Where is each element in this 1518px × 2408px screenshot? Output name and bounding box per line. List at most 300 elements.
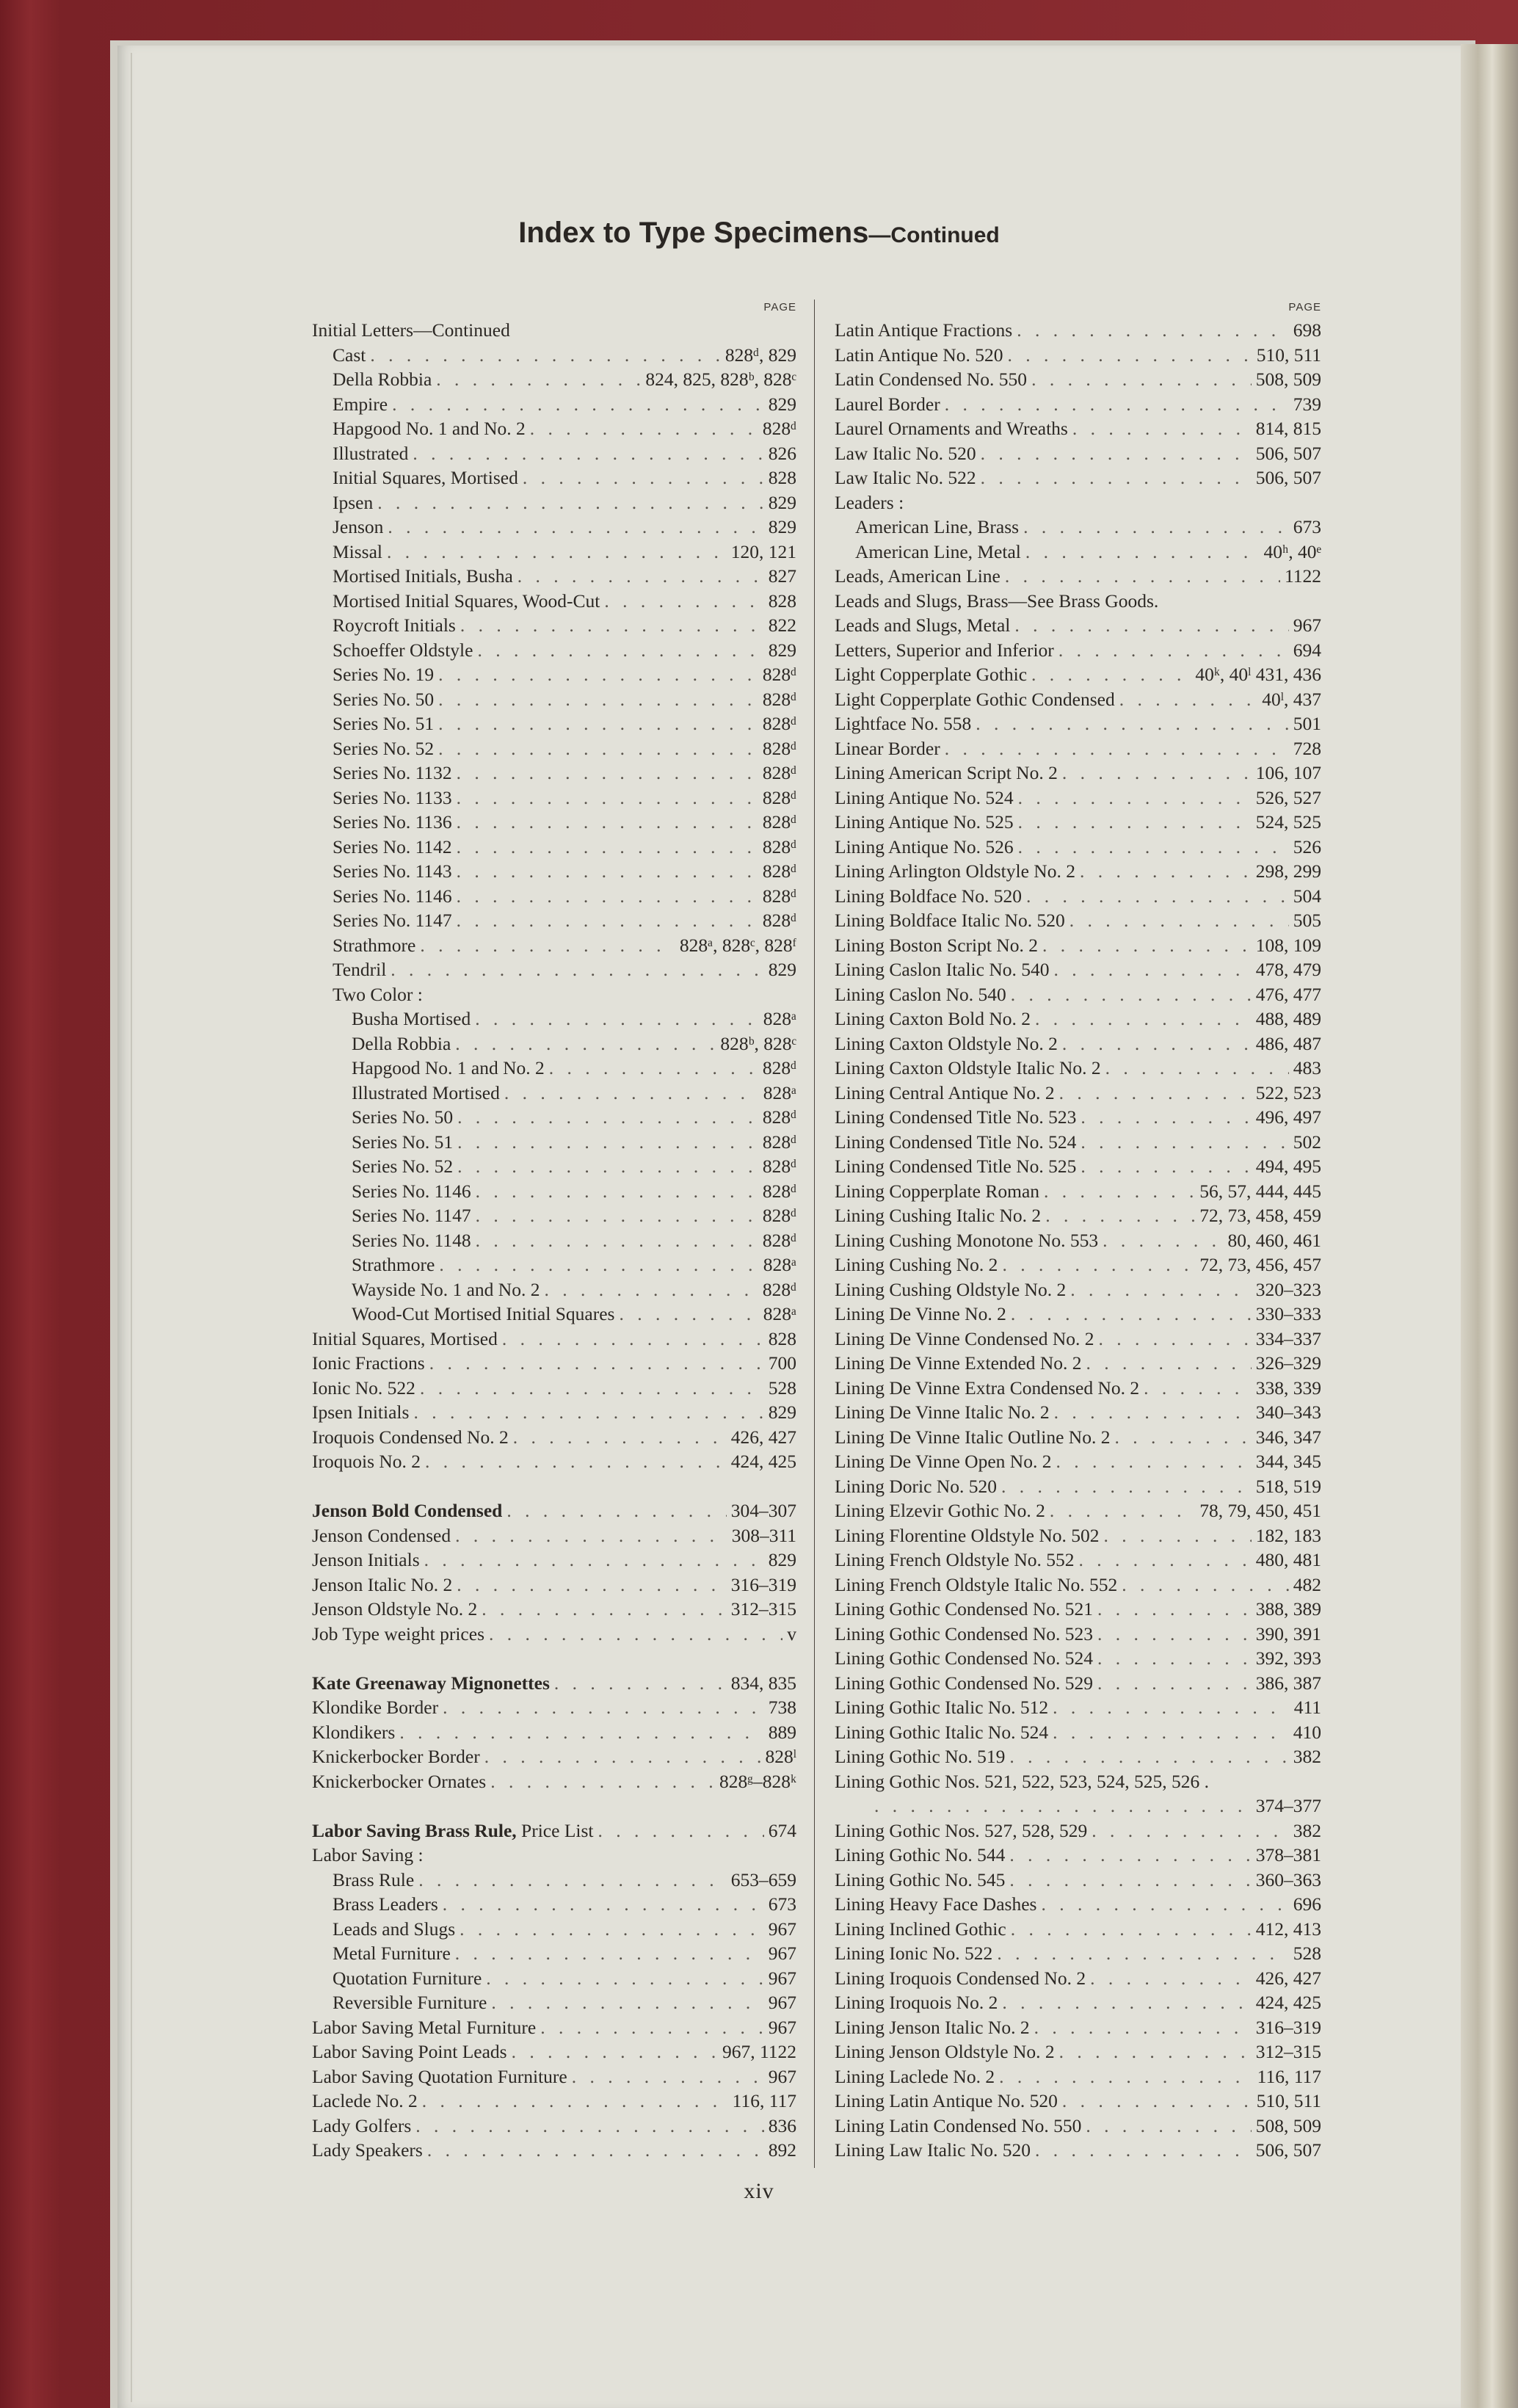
index-entry-label: Lining Inclined Gothic xyxy=(835,1918,1006,1940)
index-entry xyxy=(835,1671,1321,1696)
leader-dots xyxy=(1023,515,1289,540)
index-entry-page: 829 xyxy=(768,1549,796,1570)
leader-dots xyxy=(1090,1966,1252,1991)
index-entry-label: Lining Iroquois Condensed No. 2 xyxy=(835,1967,1086,1989)
index-entry xyxy=(835,1031,1321,1056)
index-entry-label: Lining Gothic No. 544 xyxy=(835,1844,1006,1865)
index-entry-page: 828ᵈ xyxy=(762,1156,796,1177)
index-entry xyxy=(835,1376,1321,1401)
index-entry xyxy=(835,908,1321,933)
index-entry xyxy=(312,1302,796,1327)
index-entry-page: 506, 507 xyxy=(1255,442,1321,464)
index-entry-page: 828ᵈ xyxy=(762,688,796,710)
index-entry-page: 829 xyxy=(768,1401,796,1423)
leader-dots xyxy=(1035,2138,1252,2163)
index-entry-page: 344, 345 xyxy=(1255,1451,1321,1472)
index-entry-label: Jenson xyxy=(333,516,384,537)
leader-dots xyxy=(1086,2114,1251,2139)
index-entry-label: Labor Saving Point Leads xyxy=(312,2041,507,2062)
index-entry-page: 424, 425 xyxy=(1255,1992,1321,2013)
index-entry-page: 40ˡ, 437 xyxy=(1262,688,1321,710)
index-entry xyxy=(835,859,1321,884)
leader-dots xyxy=(506,1498,726,1523)
index-entry-label: Lining Doric No. 520 xyxy=(835,1475,997,1497)
leader-dots xyxy=(1041,1892,1288,1917)
index-entry-label: Leaders : xyxy=(835,491,904,513)
index-entry-label: Cast xyxy=(333,344,366,366)
index-entry xyxy=(312,736,796,761)
index-entry-label: Jenson Condensed xyxy=(312,1524,451,1546)
index-entry-page: 526, 527 xyxy=(1255,786,1321,808)
index-entry-label: Lining Latin Antique No. 520 xyxy=(835,2090,1058,2111)
leader-dots xyxy=(1035,1007,1252,1031)
leader-dots xyxy=(997,1941,1288,1966)
leader-dots xyxy=(476,1203,758,1228)
index-entry-page: 480, 481 xyxy=(1255,1549,1321,1570)
index-entry-page: 828ᵃ xyxy=(763,1008,796,1029)
leader-dots xyxy=(438,736,758,761)
leader-dots xyxy=(391,957,763,982)
index-entry-label: Series No. 1146 xyxy=(352,1180,471,1202)
index-entry xyxy=(312,343,796,368)
index-entry-label: Lining American Script No. 2 xyxy=(835,762,1058,783)
index-entry-page: 40ʰ, 40ᵉ xyxy=(1263,540,1321,562)
index-entry xyxy=(835,2114,1321,2139)
index-entry-page: 824, 825, 828ᵇ, 828ᶜ xyxy=(645,369,796,390)
leader-dots xyxy=(415,2114,764,2139)
leader-dots xyxy=(1097,1646,1252,1671)
index-entry xyxy=(312,2138,796,2163)
index-entry-label: Lining De Vinne Italic Outline No. 2 xyxy=(835,1426,1111,1448)
index-entry xyxy=(312,1425,796,1450)
index-subheading xyxy=(312,982,796,1007)
index-entry xyxy=(312,1252,796,1277)
index-entry-label: Mortised Initials, Busha xyxy=(333,565,513,587)
leader-dots xyxy=(513,1425,727,1450)
index-entry xyxy=(312,1154,796,1179)
index-entry-label: Knickerbocker Ornates xyxy=(312,1770,487,1792)
index-entry-label: Job Type weight prices xyxy=(312,1622,484,1644)
index-entry-page: 967 xyxy=(768,1967,796,1989)
leader-dots xyxy=(460,613,764,638)
index-entry xyxy=(835,1154,1321,1179)
page-title xyxy=(0,217,1518,250)
index-entry-page: 653–659 xyxy=(730,1868,796,1890)
page-title-main: Index to Type Specimens xyxy=(518,217,869,249)
index-entry-page: 326–329 xyxy=(1255,1352,1321,1374)
index-entry xyxy=(312,711,796,736)
leader-dots xyxy=(457,1130,758,1155)
leader-dots xyxy=(1059,2039,1252,2064)
index-entry-page: 739 xyxy=(1293,393,1321,415)
index-entry-page: 382 xyxy=(1293,1746,1321,1767)
index-entry-label: Klondike Border xyxy=(312,1697,439,1718)
index-entry-label: Strathmore xyxy=(352,1254,435,1275)
index-entry-label: Lining Latin Condensed No. 550 xyxy=(835,2114,1082,2136)
index-entry xyxy=(312,1081,796,1106)
index-entry-page: 828 xyxy=(768,1327,796,1349)
index-entry-page: 476, 477 xyxy=(1255,983,1321,1005)
index-entry-label: Laurel Border xyxy=(835,393,940,415)
index-entry xyxy=(312,1892,796,1917)
leader-dots xyxy=(1053,1695,1290,1720)
leader-dots xyxy=(457,884,758,909)
index-entry-label-bold: Kate Greenaway Mignonettes xyxy=(312,1672,550,1694)
index-entry-page: 496, 497 xyxy=(1255,1106,1321,1128)
index-entry-label: Lining Caxton Oldstyle Italic No. 2 xyxy=(835,1057,1101,1078)
index-entry-label: Latin Antique Fractions xyxy=(835,319,1013,341)
index-entry-page: 72, 73, 456, 457 xyxy=(1199,1254,1321,1275)
index-entry xyxy=(312,1007,796,1031)
index-entry xyxy=(835,957,1321,982)
index-entry-page: 828ᵈ xyxy=(762,910,796,931)
index-entry-label: Initial Squares, Mortised xyxy=(312,1327,498,1349)
index-entry xyxy=(312,1597,796,1622)
leader-dots xyxy=(1009,1868,1251,1893)
index-entry-label: Law Italic No. 520 xyxy=(835,442,976,464)
index-entry-label: Light Copperplate Gothic xyxy=(835,664,1028,685)
leader-dots xyxy=(486,1966,763,1991)
index-entry-page: 506, 507 xyxy=(1255,2139,1321,2161)
index-entry-label: Schoeffer Oldstyle xyxy=(333,639,473,661)
index-entry-label: Tendril xyxy=(333,959,387,980)
index-entry xyxy=(835,416,1321,441)
page-column-heading: PAGE xyxy=(763,301,796,313)
index-entry-page: 316–319 xyxy=(730,1573,796,1595)
leader-dots xyxy=(1058,638,1289,663)
index-entry xyxy=(312,1400,796,1425)
index-entry xyxy=(312,1868,796,1893)
index-entry xyxy=(835,1252,1321,1277)
index-entry-label: Lining Gothic No. 519 xyxy=(835,1746,1006,1767)
index-entry-label: Laurel Ornaments and Wreaths xyxy=(835,418,1068,439)
leader-dots xyxy=(1031,662,1191,687)
index-entry xyxy=(312,416,796,441)
index-entry-label: Quotation Furniture xyxy=(333,1967,482,1989)
leader-dots xyxy=(1062,1031,1252,1056)
index-entry xyxy=(312,761,796,786)
leader-dots xyxy=(1099,1327,1252,1352)
index-entry xyxy=(835,1573,1321,1598)
index-entry-label: Della Robbia xyxy=(333,369,432,390)
index-entry xyxy=(835,1695,1321,1720)
index-entry-page: 822 xyxy=(768,614,796,636)
leader-dots xyxy=(544,1277,758,1302)
index-entry-page: 826 xyxy=(768,442,796,464)
index-entry-page: 814, 815 xyxy=(1255,418,1321,439)
index-entry-label: Lining Cushing Oldstyle No. 2 xyxy=(835,1278,1067,1300)
index-entry-page: 510, 511 xyxy=(1256,344,1321,366)
index-entry-label: Lining Caslon No. 540 xyxy=(835,983,1006,1005)
index-entry-page: 828ᵍ–828ᵏ xyxy=(719,1770,796,1792)
index-entry-label: Illustrated xyxy=(333,442,409,464)
index-entry-page: 674 xyxy=(768,1819,796,1841)
index-entry-label: Lining De Vinne Open No. 2 xyxy=(835,1451,1052,1472)
index-entry xyxy=(835,2015,1321,2040)
index-entry-page: 829 xyxy=(768,393,796,415)
leader-dots xyxy=(1070,908,1289,933)
index-entry xyxy=(835,1744,1321,1769)
index-entry xyxy=(312,589,796,614)
index-entry-label: Initial Letters—Continued xyxy=(312,319,510,341)
leader-dots xyxy=(504,1081,759,1106)
index-entry-page: 828ᵃ xyxy=(763,1303,796,1324)
index-entry-page: 828 xyxy=(768,590,796,612)
index-entry xyxy=(835,1351,1321,1376)
index-entry-page: 967 xyxy=(768,1918,796,1940)
index-entry-label: Lightface No. 558 xyxy=(835,713,972,734)
index-entry xyxy=(835,1818,1321,1843)
index-entry-page: 967 xyxy=(768,1992,796,2013)
index-entry-label: Series No. 1147 xyxy=(333,910,452,931)
index-entry-page: 386, 387 xyxy=(1255,1672,1321,1694)
leader-dots xyxy=(427,2138,764,2163)
index-entry-page: 411 xyxy=(1293,1697,1321,1718)
index-column-right xyxy=(835,297,1321,2163)
index-entry-page: 182, 183 xyxy=(1255,1524,1321,1546)
index-entry-label: Knickerbocker Border xyxy=(312,1746,480,1767)
leader-dots xyxy=(1001,1474,1252,1499)
leader-dots xyxy=(1011,1917,1252,1942)
index-entry-label: Leads and Slugs, Metal xyxy=(835,614,1011,636)
leader-dots xyxy=(392,392,764,417)
index-entry-label: Lady Speakers xyxy=(312,2139,423,2161)
index-entry-label: Lining Law Italic No. 520 xyxy=(835,2139,1031,2161)
leader-dots xyxy=(1018,786,1252,810)
index-entry xyxy=(312,1228,796,1253)
index-entry-label: Jenson Oldstyle No. 2 xyxy=(312,1598,478,1620)
index-entry xyxy=(835,786,1321,810)
index-entry xyxy=(835,1646,1321,1671)
index-entry-page: 488, 489 xyxy=(1255,1008,1321,1029)
index-entry-label: Reversible Furniture xyxy=(333,1992,487,2013)
index-entry xyxy=(312,441,796,466)
index-entry xyxy=(835,1597,1321,1622)
index-entry xyxy=(312,1277,796,1302)
index-entry-label: Labor Saving Quotation Furniture xyxy=(312,2065,567,2087)
index-entry xyxy=(312,1327,796,1352)
leader-dots xyxy=(1011,982,1252,1007)
index-entry-label: Wayside No. 1 and No. 2 xyxy=(352,1278,540,1300)
leader-dots xyxy=(436,367,641,392)
index-entry xyxy=(312,2114,796,2139)
index-entry-page: 390, 391 xyxy=(1255,1622,1321,1644)
index-entry xyxy=(835,835,1321,860)
index-entry-page: 340–343 xyxy=(1255,1401,1321,1423)
leader-dots xyxy=(619,1302,758,1327)
index-entry-page: 80, 460, 461 xyxy=(1227,1229,1321,1251)
index-entry-label: Lining Heavy Face Dashes xyxy=(835,1893,1037,1915)
leader-dots xyxy=(1007,343,1252,368)
page-number: xiv xyxy=(744,2179,774,2203)
leader-dots xyxy=(502,1327,764,1352)
index-entry-label: Lining Jenson Oldstyle No. 2 xyxy=(835,2041,1055,2062)
index-entry-label: Linear Border xyxy=(835,737,940,759)
index-entry-page: 426, 427 xyxy=(1255,1967,1321,1989)
index-entry xyxy=(835,1498,1321,1523)
index-entry-label xyxy=(312,1671,550,1696)
index-entry-page: 828ᵃ xyxy=(763,1254,796,1275)
index-entry-label xyxy=(312,1818,594,1843)
index-entry xyxy=(835,515,1321,540)
index-entry-label: Two Color : xyxy=(333,983,423,1005)
leader-dots xyxy=(457,810,758,835)
leader-dots xyxy=(549,1056,758,1081)
index-entry xyxy=(835,1130,1321,1155)
index-entry xyxy=(835,2089,1321,2114)
index-entry-page: 382 xyxy=(1293,1819,1321,1841)
index-entry xyxy=(835,2064,1321,2089)
index-entry-label: Wood-Cut Mortised Initial Squares xyxy=(352,1303,615,1324)
index-entry-page: 528 xyxy=(1293,1943,1321,1964)
index-entry-page: 56, 57, 444, 445 xyxy=(1199,1180,1321,1202)
leader-dots xyxy=(1062,761,1252,786)
index-entry-page: 378–381 xyxy=(1255,1844,1321,1865)
index-entry-page: 828ᵃ xyxy=(763,1081,796,1103)
index-entry xyxy=(835,1105,1321,1130)
index-entry-label: Latin Antique No. 520 xyxy=(835,344,1003,366)
index-entry xyxy=(835,638,1321,663)
index-entry-label: Lining Gothic Condensed No. 524 xyxy=(835,1647,1094,1669)
index-entry-label: American Line, Brass xyxy=(855,516,1020,537)
index-entry-label: Lining Condensed Title No. 524 xyxy=(835,1131,1077,1153)
leader-dots xyxy=(457,835,758,860)
index-entry-label: Series No. 1136 xyxy=(333,811,452,833)
leader-dots xyxy=(420,933,675,958)
leader-dots xyxy=(1005,564,1280,589)
index-entry-label: Hapgood No. 1 and No. 2 xyxy=(352,1057,545,1078)
leader-dots xyxy=(945,392,1289,417)
index-entry-label: Lining Boldface Italic No. 520 xyxy=(835,910,1065,931)
index-entry-label: Lining Gothic Condensed No. 521 xyxy=(835,1598,1094,1620)
leader-dots xyxy=(438,711,758,736)
leader-dots xyxy=(455,1031,716,1056)
index-entry-label: Lining Cushing No. 2 xyxy=(835,1254,998,1275)
index-entry-label: Lining Iroquois No. 2 xyxy=(835,1992,998,2013)
leader-dots xyxy=(1079,1548,1252,1573)
leader-dots xyxy=(1009,1843,1251,1868)
leader-dots xyxy=(457,908,758,933)
index-entry xyxy=(312,1720,796,1745)
index-entry-label: Series No. 1133 xyxy=(333,786,452,808)
index-entry-page: 836 xyxy=(768,2114,796,2136)
leader-dots xyxy=(1119,687,1258,712)
leader-dots xyxy=(388,515,763,540)
index-entry xyxy=(835,982,1321,1007)
index-entry xyxy=(835,1203,1321,1228)
index-entry-page: 78, 79, 450, 451 xyxy=(1199,1500,1321,1521)
leader-dots xyxy=(1026,884,1289,909)
index-entry-label: Lining Gothic No. 545 xyxy=(835,1868,1006,1890)
index-entry-page: 828 xyxy=(768,467,796,488)
leader-dots xyxy=(413,441,763,466)
index-entry-label: Ipsen xyxy=(333,491,374,513)
leader-dots xyxy=(1144,1376,1252,1401)
index-entry-label: Hapgood No. 1 and No. 2 xyxy=(333,418,526,439)
leader-dots xyxy=(420,1376,764,1401)
index-entry-page: 106, 107 xyxy=(1255,762,1321,783)
index-entry xyxy=(835,1228,1321,1253)
index-entry-page: 828ᵈ xyxy=(762,1131,796,1153)
leader-dots xyxy=(1054,957,1252,982)
index-entry-label: Lining Gothic Italic No. 524 xyxy=(835,1721,1049,1743)
index-entry-page: 312–315 xyxy=(1255,2041,1321,2062)
leader-dots xyxy=(518,564,764,589)
index-entry-page: 827 xyxy=(768,565,796,587)
leader-dots xyxy=(455,1941,764,1966)
index-subheading xyxy=(835,1769,1321,1794)
index-entry-label: Brass Leaders xyxy=(333,1893,438,1915)
leader-dots xyxy=(418,1868,727,1893)
leader-dots xyxy=(1105,1056,1289,1081)
index-entry-page: 494, 495 xyxy=(1255,1156,1321,1177)
index-entry-page: 828ᵈ, 829 xyxy=(724,344,796,366)
index-spacer xyxy=(312,1474,796,1499)
index-entry xyxy=(835,1523,1321,1548)
index-entry-page: 967 xyxy=(768,2065,796,2087)
index-entry-label: Klondikers xyxy=(312,1721,396,1743)
index-entry xyxy=(312,1622,796,1647)
index-entry xyxy=(835,1474,1321,1499)
index-entry xyxy=(312,613,796,638)
index-entry-page: 108, 109 xyxy=(1255,934,1321,956)
index-entry-label: Law Italic No. 522 xyxy=(835,467,976,488)
leader-dots xyxy=(1045,1203,1195,1228)
leader-dots xyxy=(604,589,763,614)
index-entry xyxy=(835,540,1321,565)
index-entry-page: 828ᵈ xyxy=(762,860,796,882)
index-entry-page: 696 xyxy=(1293,1893,1321,1915)
index-entry-page: 673 xyxy=(1293,516,1321,537)
index-entry xyxy=(312,1695,796,1720)
leader-dots xyxy=(438,687,758,712)
index-entry xyxy=(312,1376,796,1401)
leader-dots xyxy=(572,2064,764,2089)
leader-dots xyxy=(490,1769,715,1794)
page-title-continued: —Continued xyxy=(868,223,1000,247)
leader-dots xyxy=(457,1573,727,1598)
index-entry-label: Metal Furniture xyxy=(333,1943,451,1964)
index-entry-label: Lining French Oldstyle Italic No. 552 xyxy=(835,1573,1118,1595)
index-entry-page: 510, 511 xyxy=(1256,2090,1321,2111)
index-entry xyxy=(835,1302,1321,1327)
index-entry-label: Iroquois No. 2 xyxy=(312,1451,421,1472)
index-entry xyxy=(312,392,796,417)
column-divider xyxy=(814,300,815,2168)
leader-dots xyxy=(981,465,1252,490)
index-entry-label: Light Copperplate Gothic Condensed xyxy=(835,688,1115,710)
index-entry-label: Lining De Vinne Extra Condensed No. 2 xyxy=(835,1377,1140,1399)
index-entry xyxy=(312,1548,796,1573)
leader-dots xyxy=(439,1252,758,1277)
index-entry xyxy=(835,761,1321,786)
index-spacer xyxy=(312,1646,796,1671)
index-entry-label: Lining De Vinne No. 2 xyxy=(835,1303,1006,1324)
index-entry xyxy=(835,392,1321,417)
index-entry-page: 828ᵈ xyxy=(762,737,796,759)
leader-dots xyxy=(1086,1351,1252,1376)
index-entry xyxy=(835,1622,1321,1647)
index-entry-page: 828ᵈ xyxy=(762,1057,796,1078)
index-entry-label-bold: Jenson Bold Condensed xyxy=(312,1500,503,1521)
index-entry-page: 424, 425 xyxy=(730,1451,796,1472)
index-entry-label: Lining De Vinne Condensed No. 2 xyxy=(835,1327,1094,1349)
index-entry-label-suffix: Price List xyxy=(516,1819,594,1841)
index-entry-page: 312–315 xyxy=(730,1598,796,1620)
index-entry-label: Lining Central Antique No. 2 xyxy=(835,1081,1055,1103)
index-entry-label: Lining De Vinne Extended No. 2 xyxy=(835,1352,1082,1374)
index-entry xyxy=(312,564,796,589)
